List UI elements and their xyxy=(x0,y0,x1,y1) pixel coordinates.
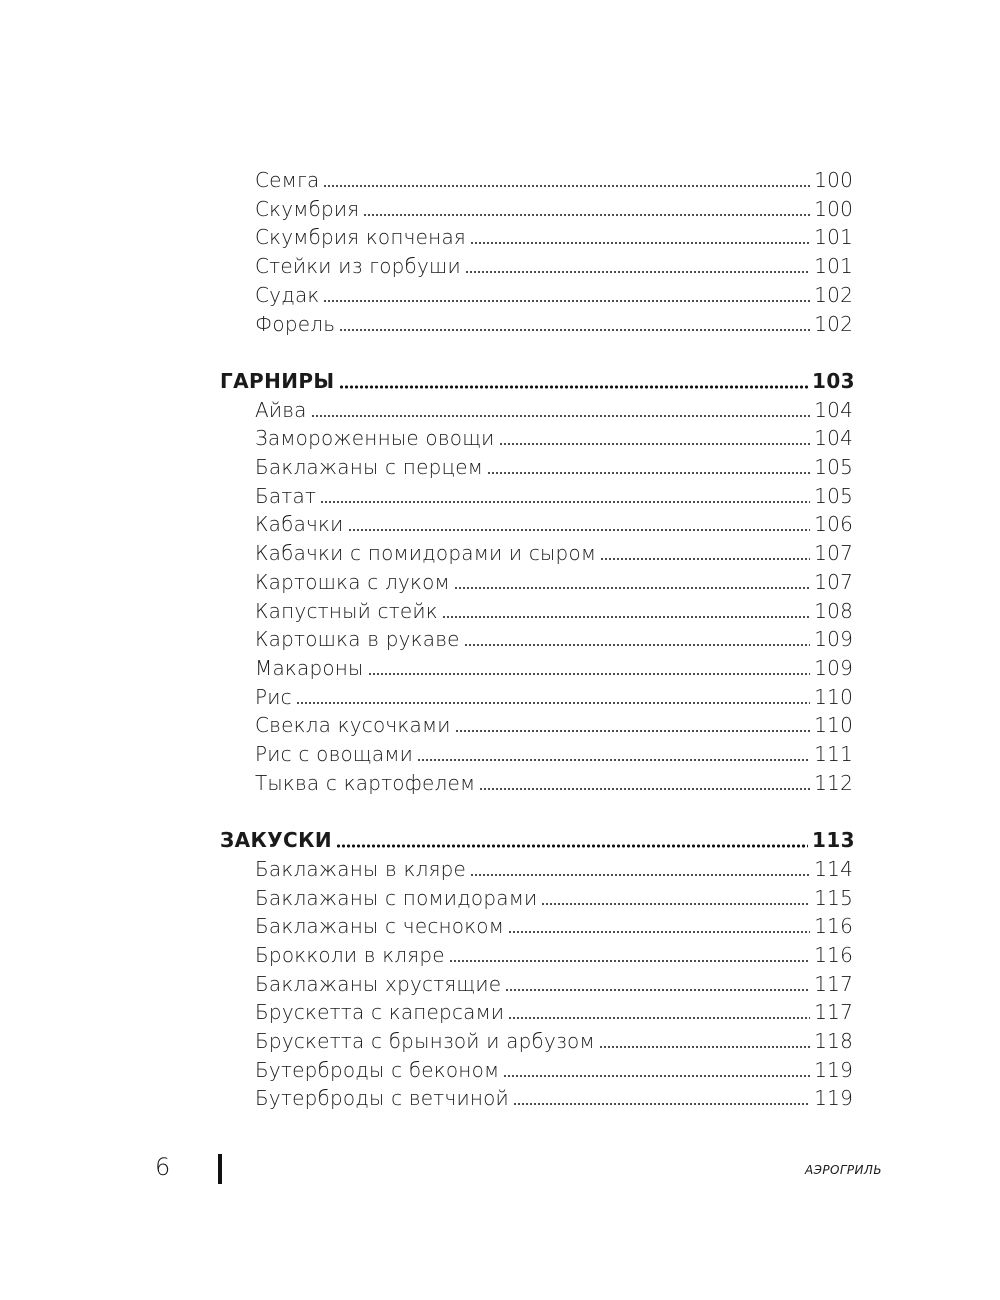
toc-entry xyxy=(255,1027,853,1055)
toc-entry xyxy=(255,510,853,538)
toc-entry xyxy=(255,683,853,711)
toc-entry xyxy=(255,1056,853,1084)
dot-leader xyxy=(442,614,810,620)
toc-entry-page: 109 xyxy=(814,655,853,680)
toc-entry-page: 113 xyxy=(812,828,855,853)
toc-entry xyxy=(255,998,853,1026)
toc-entry xyxy=(255,970,853,998)
toc-entry xyxy=(255,482,853,510)
dot-leader xyxy=(503,1073,810,1079)
toc-entry xyxy=(255,396,853,424)
toc-entry-title: ГАРНИРЫ xyxy=(220,368,335,393)
toc-entry xyxy=(255,912,853,940)
toc-entry-page: 110 xyxy=(814,684,853,709)
footer-divider xyxy=(218,1154,222,1184)
toc-entry-title: Брускетта с каперсами xyxy=(255,1000,505,1025)
dot-leader xyxy=(505,987,810,993)
toc-entry xyxy=(255,195,853,223)
dot-leader xyxy=(323,298,810,304)
dot-leader xyxy=(508,929,810,935)
toc-entry-page: 105 xyxy=(814,483,853,508)
dot-leader xyxy=(470,240,810,246)
toc-entry-title: Бутерброды с беконом xyxy=(255,1057,500,1082)
toc-entry-title: Баклажаны с чесноком xyxy=(255,914,505,939)
page-number: 6 xyxy=(155,1153,171,1181)
toc-entry-page: 115 xyxy=(814,885,853,910)
toc-section-heading xyxy=(220,367,855,395)
toc-entry-title: Картошка с луком xyxy=(255,569,450,594)
book-title: АЭРОГРИЛЬ xyxy=(804,1163,882,1177)
dot-leader xyxy=(470,872,810,878)
toc-entry xyxy=(255,597,853,625)
dot-leader xyxy=(363,212,810,218)
dot-leader xyxy=(508,1015,810,1021)
toc-entry-page: 109 xyxy=(814,627,853,652)
toc-entry-title: Скумбрия копченая xyxy=(255,225,466,250)
toc-entry-page: 107 xyxy=(814,569,853,594)
toc-entry-title: Макароны xyxy=(255,655,364,680)
toc-entry xyxy=(255,568,853,596)
toc-entry-title: Тыква с картофелем xyxy=(255,770,476,795)
toc-entry-title: Баклажаны с помидорами xyxy=(255,885,538,910)
toc-entry xyxy=(255,711,853,739)
toc-entry-title: Скумбрия xyxy=(255,196,360,221)
toc-entry-title: Судак xyxy=(255,282,320,307)
dot-leader xyxy=(465,269,810,275)
dot-leader xyxy=(311,413,811,419)
toc-entry-title: Семга xyxy=(255,168,320,192)
toc-entry-page: 117 xyxy=(814,1000,853,1025)
toc-entry-title: Баклажаны хрустящие xyxy=(255,971,502,996)
toc-entry-title: Рис с овощами xyxy=(255,742,414,766)
toc-entry-title: Форель xyxy=(255,311,336,336)
toc-entry-page: 104 xyxy=(814,397,853,422)
toc-entry-page: 114 xyxy=(814,856,853,881)
toc-entry-page: 100 xyxy=(814,196,853,221)
toc-entry-page: 108 xyxy=(814,598,853,623)
toc-entry-title: Картошка в рукаве xyxy=(255,627,460,652)
toc-entry xyxy=(255,310,853,338)
toc-entry-page: 102 xyxy=(814,311,853,336)
toc-entry-page: 119 xyxy=(814,1086,853,1111)
toc-entry xyxy=(255,654,853,682)
toc-entry-title: Рис xyxy=(255,684,292,709)
dot-leader xyxy=(320,499,810,505)
dot-leader xyxy=(323,183,810,189)
toc-entry-page: 112 xyxy=(814,770,853,795)
toc-entry-page: 111 xyxy=(814,742,853,766)
toc-entry-page: 104 xyxy=(814,426,853,451)
toc-entry-page: 119 xyxy=(814,1057,853,1082)
dot-leader xyxy=(339,384,809,390)
toc-entry-title: Баклажаны в кляре xyxy=(255,856,467,881)
toc-entry-page: 118 xyxy=(814,1029,853,1053)
toc-entry-page: 116 xyxy=(814,942,853,967)
dot-leader xyxy=(487,470,810,476)
toc-entry xyxy=(255,252,853,280)
toc-entry-page: 117 xyxy=(814,971,853,996)
toc-entry xyxy=(255,740,853,768)
toc-entry-title: Стейки из горбуши xyxy=(255,254,461,279)
toc-entry-title: Брокколи в кляре xyxy=(255,942,445,967)
dot-leader xyxy=(348,527,811,533)
toc-entry-title: Баклажаны с перцем xyxy=(255,455,484,479)
toc-section-heading xyxy=(220,826,855,854)
toc-entry xyxy=(255,453,853,481)
toc-entry-title: Бутерброды с ветчиной xyxy=(255,1086,509,1111)
toc-entry-page: 116 xyxy=(814,914,853,939)
toc-entry-title: Айва xyxy=(255,397,307,422)
toc-entry xyxy=(255,884,853,912)
dot-leader xyxy=(513,1101,810,1107)
dot-leader xyxy=(417,757,810,763)
dot-leader xyxy=(368,671,811,677)
toc-entry xyxy=(255,539,853,567)
toc-entry-page: 101 xyxy=(814,254,853,279)
toc-entry-page: 110 xyxy=(814,713,853,738)
toc-entry-title: ЗАКУСКИ xyxy=(220,828,333,853)
toc-entry-title: Брускетта с брынзой и арбузом xyxy=(255,1029,595,1053)
toc-entry-page: 102 xyxy=(814,282,853,307)
dot-leader xyxy=(479,786,810,792)
toc-entry-title: Свекла кусочками xyxy=(255,713,451,738)
toc-entry xyxy=(255,769,853,797)
toc-entry xyxy=(255,855,853,883)
toc-entry-title: Кабачки с помидорами и сыром xyxy=(255,541,597,566)
toc-entry-page: 100 xyxy=(814,168,853,192)
dot-leader xyxy=(449,958,810,964)
toc-entry-title: Батат xyxy=(255,483,317,508)
toc-entry-page: 107 xyxy=(814,541,853,566)
toc-entry xyxy=(255,941,853,969)
toc-entry xyxy=(255,281,853,309)
toc-entry-title: Замороженные овощи xyxy=(255,426,495,451)
dot-leader xyxy=(541,901,810,907)
dot-leader xyxy=(296,700,810,706)
toc-entry-page: 101 xyxy=(814,225,853,250)
toc-entry-page: 103 xyxy=(812,368,855,393)
toc-entry xyxy=(255,223,853,251)
toc-entry-title: Кабачки xyxy=(255,512,344,537)
toc-entry-title: Капустный стейк xyxy=(255,598,438,623)
dot-leader xyxy=(464,642,811,648)
dot-leader xyxy=(600,556,810,562)
dot-leader xyxy=(336,843,808,849)
toc-entry-page: 106 xyxy=(814,512,853,537)
dot-leader xyxy=(339,327,810,333)
dot-leader xyxy=(454,585,810,591)
toc-entry xyxy=(255,424,853,452)
toc-entry-page: 105 xyxy=(814,455,853,479)
dot-leader xyxy=(599,1044,810,1050)
toc-entry xyxy=(255,625,853,653)
dot-leader xyxy=(499,441,811,447)
dot-leader xyxy=(455,728,811,734)
toc-entry xyxy=(255,1084,853,1112)
toc-entry xyxy=(255,166,853,194)
